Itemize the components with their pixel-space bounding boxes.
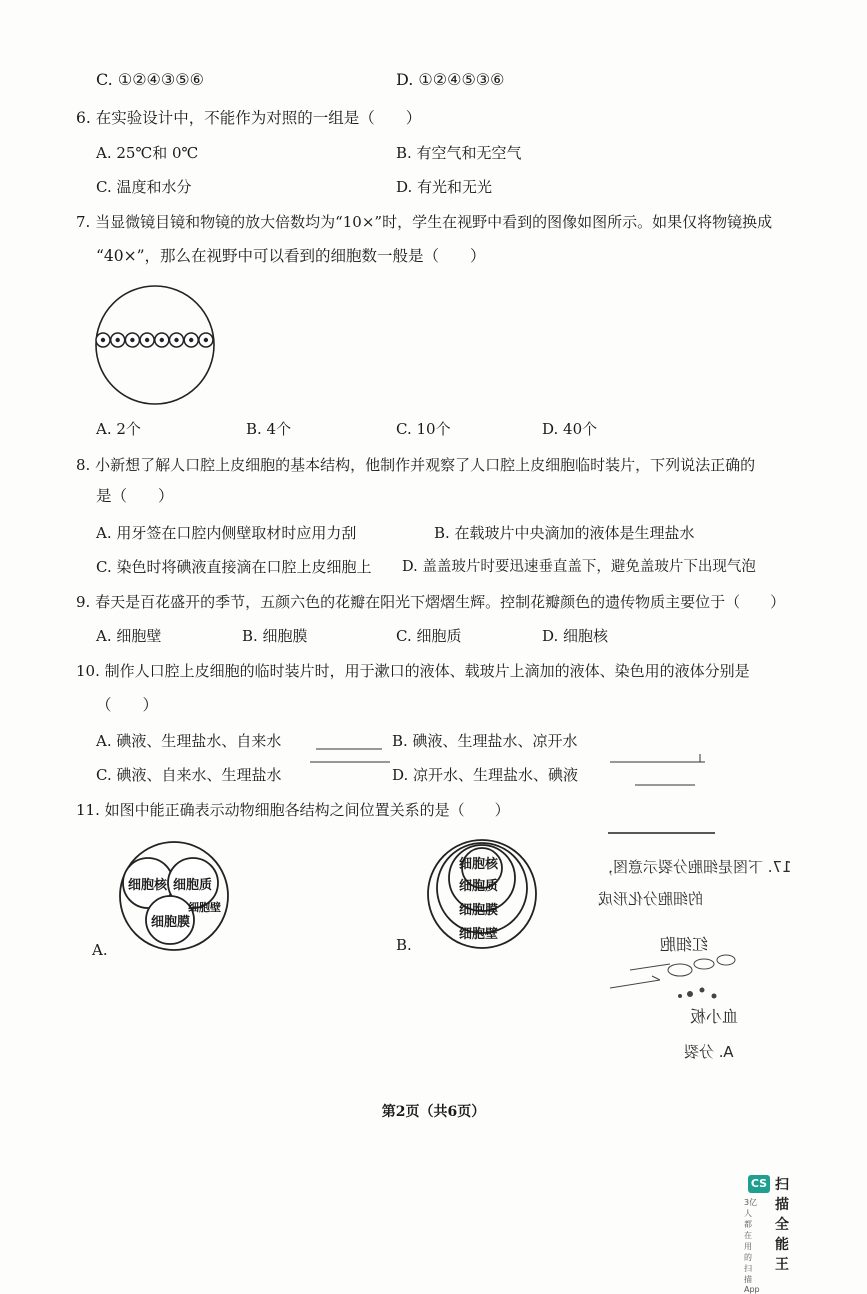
bleed-line-3: 红细胞 xyxy=(660,935,709,954)
fig-a-nucleus-label: 细胞核 xyxy=(128,878,168,893)
q6-option-c: C. 温度和水分 xyxy=(96,178,192,196)
q9-option-b: B. 细胞膜 xyxy=(242,627,308,645)
cell-nucleus xyxy=(160,338,164,342)
q11-figure-a xyxy=(110,838,240,958)
q5-option-d: D. ①②④⑤③⑥ xyxy=(396,70,505,89)
q10-stem-line2: （ ） xyxy=(96,696,159,714)
q8-option-a: A. 用牙签在口腔内侧壁取材时应用力刮 xyxy=(96,524,357,542)
scan-artifact-lines xyxy=(300,740,720,850)
fig-b-ring-label-2: 细胞质 xyxy=(459,879,499,894)
bleed-line-4: 血小板 xyxy=(690,1007,739,1026)
q7-option-c: C. 10个 xyxy=(396,420,451,438)
q9-stem: 9. 春天是百花盛开的季节，五颜六色的花瓣在阳光下熠熠生辉。控制花瓣颜色的遗传物质主要位于（ ） xyxy=(76,593,786,611)
fig-b-ring-label-1: 细胞核 xyxy=(459,857,499,872)
q5-option-c: C. ①②④③⑤⑥ xyxy=(96,70,204,89)
q6-option-b: B. 有空气和无空气 xyxy=(396,144,522,162)
watermark-name: 扫描全能王 xyxy=(775,1177,789,1273)
fig-b-ring-label-4: 细胞壁 xyxy=(459,927,499,942)
q11-stem: 11. 如图中能正确表示动物细胞各结构之间位置关系的是（ ） xyxy=(76,801,510,819)
q7-option-a: A. 2个 xyxy=(96,420,141,438)
camscanner-logo-icon: CS xyxy=(748,1175,770,1193)
bleed-line-2: 的细胞分化形成 xyxy=(598,890,704,908)
q10-option-a: A. 碘液、生理盐水、自来水 xyxy=(96,732,282,750)
fig-a-option-label: A. xyxy=(92,941,108,959)
q6-stem: 6. 在实验设计中，不能作为对照的一组是（ ） xyxy=(76,109,422,127)
bleed-line-5: A. 分裂 xyxy=(684,1043,734,1061)
fig-a-cytoplasm-label: 细胞质 xyxy=(173,878,213,893)
fig-b-option-label: B. xyxy=(396,936,412,954)
bleed-line-1: 17. 下图是细胞分裂示意图， xyxy=(598,858,792,876)
q8-stem-line1: 8. 小新想了解人口腔上皮细胞的基本结构，他制作并观察了人口腔上皮细胞临时装片，下列说法正确的 xyxy=(76,456,756,474)
q10-stem-line1: 10. 制作人口腔上皮细胞的临时装片时，用于漱口的液体、载玻片上滴加的液体、染色用的液体分别是 xyxy=(76,662,750,680)
cell-nucleus xyxy=(189,338,193,342)
q7-option-b: B. 4个 xyxy=(246,420,292,438)
cell-row xyxy=(96,333,213,347)
q7-stem-line1: 7. 当显微镜目镜和物镜的放大倍数均为“10×”时，学生在视野中看到的图像如图所示。如果仅将物镜换成 xyxy=(76,213,773,231)
cell-nucleus xyxy=(145,338,149,342)
q7-option-d: D. 40个 xyxy=(542,420,598,438)
fig-a-membrane-label: 细胞膜 xyxy=(151,915,191,930)
q9-option-c: C. 细胞质 xyxy=(396,627,462,645)
cell-nucleus xyxy=(204,338,208,342)
q10-option-c: C. 碘液、自来水、生理盐水 xyxy=(96,766,282,784)
watermark-sub: 3亿人都在用的扫描App xyxy=(744,1198,760,1294)
cell-nucleus xyxy=(101,338,105,342)
q8-option-d: D. 盖盖玻片时要迅速垂直盖下，避免盖玻片下出现气泡 xyxy=(402,559,756,575)
page-footer: 第2页（共6页） xyxy=(381,1104,486,1120)
cell-nucleus xyxy=(174,338,178,342)
q6-option-d: D. 有光和无光 xyxy=(396,178,493,196)
q10-option-d: D. 凉开水、生理盐水、碘液 xyxy=(392,766,579,784)
q8-option-b: B. 在载玻片中央滴加的液体是生理盐水 xyxy=(434,524,695,542)
bleed-figure xyxy=(600,950,750,1010)
q8-option-c: C. 染色时将碘液直接滴在口腔上皮细胞上 xyxy=(96,558,372,576)
q8-stem-line2: 是（ ） xyxy=(96,487,174,505)
q9-option-a: A. 细胞壁 xyxy=(96,627,162,645)
cell-nucleus xyxy=(130,338,134,342)
fig-b-ring-label-3: 细胞膜 xyxy=(459,903,499,918)
q10-option-b: B. 碘液、生理盐水、凉开水 xyxy=(392,732,578,750)
cell-nucleus xyxy=(116,338,120,342)
q9-option-d: D. 细胞核 xyxy=(542,627,609,645)
q7-stem-line2: “40×”，那么在视野中可以看到的细胞数一般是（ ） xyxy=(96,247,486,265)
q6-option-a: A. 25℃和 0℃ xyxy=(96,144,199,162)
fig-a-wall-label: 细胞壁 xyxy=(188,901,221,914)
microscope-field-figure xyxy=(90,280,220,410)
